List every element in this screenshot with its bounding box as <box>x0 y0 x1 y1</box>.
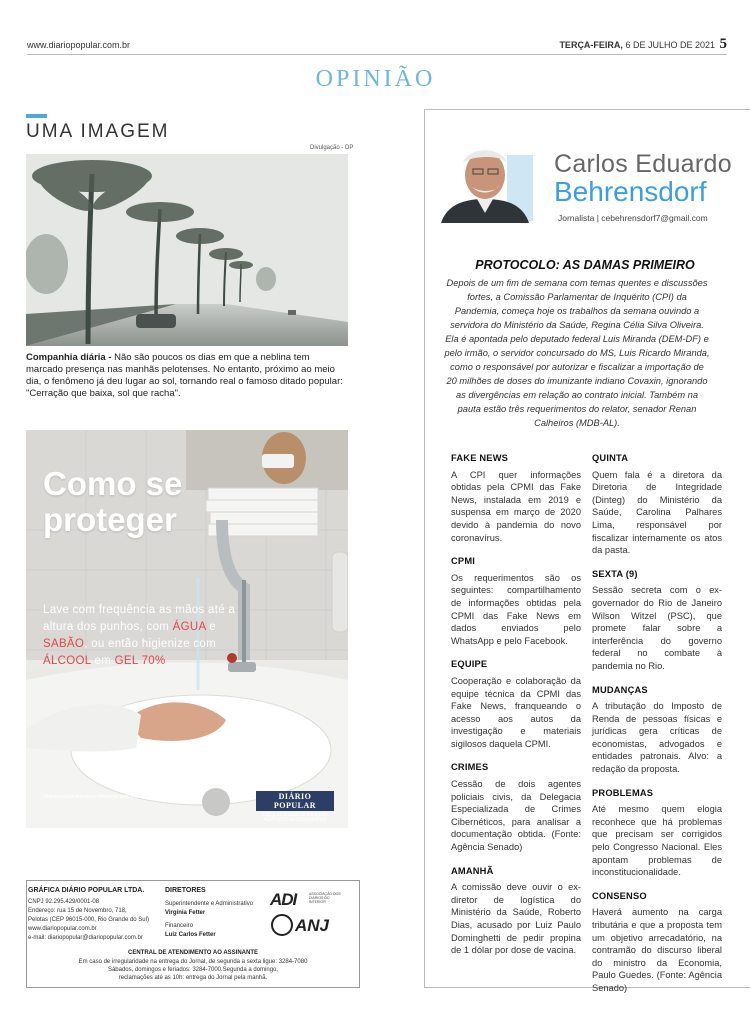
author-portrait <box>441 143 533 223</box>
page-number: 5 <box>719 36 727 52</box>
note-quinta <box>592 452 722 557</box>
company-email[interactable]: e-mail: diariopopular@diariopopular.com.br <box>28 935 143 941</box>
note-consenso <box>592 890 722 995</box>
photo-caption <box>26 352 348 400</box>
note-text: Sessão secreta com o ex-governador do Rio de Janeiro Wilson Witzel (PSC), que promete falar sobre a interferência do governo federal no combate à pandemia no Rio. <box>592 585 722 671</box>
directors-heading: DIRETORES <box>165 887 206 894</box>
ad-brand <box>256 791 334 823</box>
note-heading: QUINTA <box>592 453 629 463</box>
note-amanha <box>451 865 581 957</box>
note-heading: FAKE NEWS <box>451 453 509 463</box>
company-city: Pelotas (CEP 96015-000, Rio Grande do Sul) <box>28 917 149 923</box>
author-photo <box>441 143 533 223</box>
note-text: Cooperação e colaboração da equipe técnica da CPMI das Fake News, franqueando o acesso aos autos da investigação e materiais sigilosos daquela CPMI. <box>451 675 581 749</box>
note-text: A comissão deve ouvir o ex-diretor de logística do Ministério da Saúde, Roberto Dias, acusado por Luiz Paulo Dominghetti de pedir propina de 1 dólar por dose de vacina. <box>451 882 581 956</box>
fog-palm-illustration <box>26 154 348 346</box>
note-heading: PROBLEMAS <box>592 787 654 798</box>
subscriber-center-heading: CENTRAL DE ATENDIMENTO AO ASSINANTE <box>127 950 258 956</box>
anj-emblem-icon <box>271 914 293 936</box>
ad-headline <box>43 466 182 538</box>
note-heading: EQUIPE <box>451 659 488 670</box>
note-heading: SEXTA (9) <box>592 568 638 579</box>
section-accent-bar <box>26 114 47 118</box>
note-sexta <box>592 568 722 673</box>
note-fake-news <box>451 452 581 544</box>
note-text: Cessão de dois agentes policiais civis, da Delegacia Especializada de Crimes Cibernéticos, para analisar a documentação obtida. (Fonte: Agência Senado) <box>451 779 581 853</box>
section-title: OPINIÃO <box>315 66 436 92</box>
note-cpmi <box>451 555 581 647</box>
edition-day: 6 DE JULHO DE 2021 <box>625 40 715 50</box>
note-text: A tributação do Imposto de Renda de pessoas físicas e jurídicas gera críticas de economistas, advogados e entidades patronais. Alvo: a redação da proposta. <box>592 701 722 775</box>
ad-headline-line1: Como se <box>43 465 183 502</box>
subscriber-line-3: reclamações até as 10h: entrega do Jornal pela manhã. <box>118 975 268 981</box>
note-text: A CPI quer informações obtidas pela CPMI das Fake News, instalada em 2019 e suspensa em março de 2020 devido à pandemia do novo coronavírus. <box>451 469 581 543</box>
article-column-right <box>592 452 722 1006</box>
ad-body-part1: Lave com frequência as mãos até a altura dos punhos, com <box>43 604 236 633</box>
company-name: GRÁFICA DIÁRIO POPULAR LTDA. <box>28 887 145 894</box>
ad-body-end: . <box>165 655 170 667</box>
note-crimes <box>451 761 581 853</box>
note-heading: MUDANÇAS <box>592 684 648 695</box>
covid-prevention-ad <box>26 430 348 828</box>
photo-credit: Divulgação - DP <box>310 145 354 151</box>
author-last-name: Behrensdorf <box>554 176 707 207</box>
article-lead: Depois de um fim de semana com temas quentes e discussões fortes, a Comissão Parlamentar de Inquérito (CPI) da Pandemia, começa hoje os trabalhos da semana ouvindo a servidora do Ministério da Saúde, Regina Célia Silva Oliveira. Ela é apontada pelo deputado federal Luis Miranda (DEM-DF) e pelo irmão, o servidor concursado do MS, Luis Ricardo Miranda, como o responsável por autorizar e fiscalizar a importação de 20 milhões de doses do imunizante indiano Covaxin, ignorando as divergências em relação ao contrato inicial. Também na pauta estão três requerimentos do relator, senador Renan Calheiros (MDB-AL). <box>444 278 710 428</box>
company-address: Endereço: rua 15 de Novembro, 718, <box>28 908 127 914</box>
ad-brand-slogan: A força da verdade do Dona 1890 <box>261 812 329 817</box>
company-info <box>28 898 168 943</box>
subscriber-line-2: Sábados, domingos e feriados: 3284-7000.Segunda a domingo, <box>107 967 279 973</box>
adi-logo-subtitle: ASSOCIAÇÃO DOS DIÁRIOS DO INTERIOR <box>309 892 341 904</box>
ad-body-em: em <box>91 655 115 667</box>
edition-weekday: TERÇA-FEIRA, <box>559 40 623 50</box>
ad-body-part2: , ou então higienize com <box>84 638 217 650</box>
note-equipe <box>451 658 581 750</box>
adi-logo: ADI <box>270 890 297 909</box>
note-mudancas <box>592 684 722 776</box>
edition-date <box>559 40 715 50</box>
company-website[interactable]: www.diariopopular.com.br <box>28 926 97 932</box>
caption-text: Não são poucos os dias em que a neblina tem marcado presença nas manhãs pelotenses. No entanto, próximo ao meio dia, o fenômeno já deu lugar ao sol, tornando real o famoso ditado popular: "Cerração que baixa, sol que racha". <box>26 352 343 399</box>
ad-headline-line2: proteger <box>43 501 177 538</box>
ad-body-alcool: ÁLCOOL <box>43 655 92 667</box>
note-text: Haverá aumento na carga tributária e que a proposta tem um objetivo arrecadatório, na contramão do discurso liberal do ministro da Economia, Paulo Guedes. (Fonte: Agência Senado) <box>592 907 722 993</box>
company-cnpj: CNPJ 92.295.429/0001-08 <box>28 899 100 905</box>
article-column-left <box>451 452 581 968</box>
note-text: Os requerimentos são os seguintes: compartilhamento de informações obtidas pela CPMI das Fake News em dados enviados pelo WhatsApp e pelo Facebook. <box>451 572 581 646</box>
director-role-1: Superintendente e Administrativo <box>165 901 254 907</box>
masthead-box <box>26 880 360 988</box>
ad-body-sabao: SABÃO <box>43 638 85 650</box>
uma-imagem-title: UMA IMAGEM <box>26 121 170 142</box>
subscriber-center-info <box>31 958 355 982</box>
ad-brand-logo: DIÁRIO POPULAR <box>256 791 334 811</box>
caption-lead: Companhia diária - <box>26 352 112 363</box>
ad-hashtags: #fiqueemcasa #lavacom #tratamentomaoslimpa <box>43 794 150 800</box>
note-heading: CONSENSO <box>592 890 647 901</box>
ad-instructions <box>43 602 243 670</box>
ad-brand-hashtag: #DPcontraocoronavirus <box>263 817 327 823</box>
note-text: Até mesmo quem elogia reconhece que há problemas que precisam ser corrigidos pelo Congresso Nacional. Eles apontam problemas de inconstitucionalidade. <box>592 804 722 878</box>
note-text: Quem fala é a diretora da Diretoria de Integridade (Dinteg) do Ministério da Saúde, Carolina Palhares Lima, responsável por fiscalizar internamente os atos da pasta. <box>592 469 722 556</box>
ad-body-gel: GEL 70% <box>114 655 166 667</box>
ad-body-e: e <box>205 621 216 633</box>
director-name-1: Virgínia Fetter <box>165 910 206 916</box>
fog-palm-photo <box>26 154 348 346</box>
director-name-2: Luiz Carlos Fetter <box>165 932 216 938</box>
director-role-2: Financeiro <box>165 923 194 929</box>
note-heading: CRIMES <box>451 762 489 773</box>
author-first-name: Carlos Eduardo <box>554 150 732 178</box>
note-heading: CPMI <box>451 556 476 567</box>
note-heading: AMANHÃ <box>451 865 494 876</box>
note-problemas <box>592 787 722 879</box>
header-divider <box>27 54 727 55</box>
author-contact[interactable]: Jornalista | cebehrensdorf7@gmail.com <box>558 213 708 223</box>
site-url[interactable]: www.diariopopular.com.br <box>27 40 131 50</box>
anj-logo: ANJ <box>295 916 330 935</box>
article-title: PROTOCOLO: AS DAMAS PRIMEIRO <box>475 258 695 272</box>
subscriber-line-1: Em caso de irregularidade na entrega do Jornal, de segunda a sexta ligue: 3284-7080 <box>78 959 308 965</box>
ad-body-agua: ÁGUA <box>172 621 206 633</box>
